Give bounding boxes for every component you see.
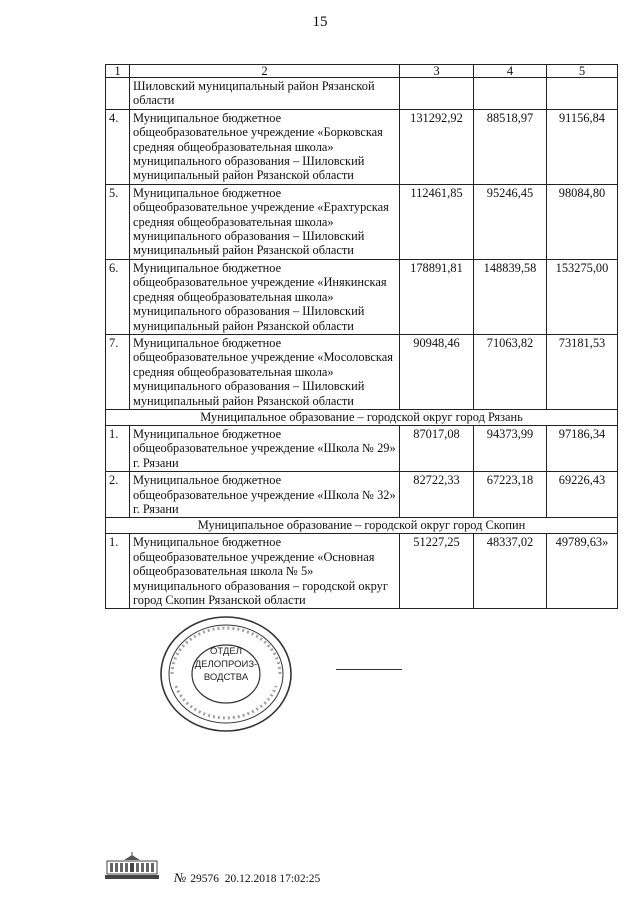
value-col-3: 131292,92: [400, 109, 474, 184]
value-col-3: 82722,33: [400, 472, 474, 518]
table-header-row: [106, 65, 618, 78]
signature-line: [336, 669, 402, 670]
table-row: [106, 259, 618, 334]
header-col-4: 4: [474, 65, 547, 78]
value-col-4: 148839,58: [474, 259, 547, 334]
value-col-5: 91156,84: [547, 109, 618, 184]
table-row: [106, 472, 618, 518]
table-row: [106, 425, 618, 471]
office-seal: [158, 614, 294, 734]
building-logo: [104, 851, 160, 881]
section-header-row: [106, 518, 618, 534]
value-col-5: 97186,34: [547, 425, 618, 471]
section-title-ryazan: Муниципальное образование – городской округ город Рязань: [106, 409, 618, 425]
header-col-2: 2: [130, 65, 400, 78]
building-icon: [104, 851, 160, 881]
header-col-3: 3: [400, 65, 474, 78]
institution-name: Муниципальное бюджетное общеобразовательное учреждение «Борковская средняя общеобразовательная школа» муниципального образования – Шиловский муниципальный район Рязанской области: [130, 109, 400, 184]
value-col-5: 69226,43: [547, 472, 618, 518]
value-col-4: 71063,82: [474, 334, 547, 409]
table-row: [106, 534, 618, 609]
number-sign-icon: №: [174, 870, 187, 885]
header-col-5: 5: [547, 65, 618, 78]
seal-line-1: ОТДЕЛ: [210, 646, 242, 657]
value-col-5: 153275,00: [547, 259, 618, 334]
value-col-4: 88518,97: [474, 109, 547, 184]
value-col-4: 95246,45: [474, 184, 547, 259]
budget-table: [105, 64, 618, 609]
header-col-1: 1: [106, 65, 130, 78]
seal-line-3: ВОДСТВА: [203, 672, 249, 683]
value-col-3: 112461,85: [400, 184, 474, 259]
institution-name: Муниципальное бюджетное общеобразовательное учреждение «Школа № 32» г. Рязани: [130, 472, 400, 518]
section-header-row: [106, 409, 618, 425]
institution-name: Муниципальное бюджетное общеобразовательное учреждение «Школа № 29» г. Рязани: [130, 425, 400, 471]
table-row: [106, 109, 618, 184]
institution-name: Муниципальное бюджетное общеобразовательное учреждение «Основная общеобразовательная школа № 5» муниципального образования – городской округ город Скопин Рязанской области: [130, 534, 400, 609]
row-number: 2.: [106, 472, 130, 518]
seal-line-2: ДЕЛОПРОИЗ-: [194, 659, 258, 670]
table-row: [106, 184, 618, 259]
value-col-3: 87017,08: [400, 425, 474, 471]
institution-name: Муниципальное бюджетное общеобразовательное учреждение «Инякинская средняя общеобразовательная школа» муниципального образования – Шиловский муниципальный район Рязанской области: [130, 259, 400, 334]
institution-name: Муниципальное бюджетное общеобразовательное учреждение «Мосоловская средняя общеобразовательная школа» муниципального образования – Шиловский муниципальный район Рязанской области: [130, 334, 400, 409]
row-number: 6.: [106, 259, 130, 334]
value-col-5: 49789,63»: [547, 534, 618, 609]
row-number: 4.: [106, 109, 130, 184]
institution-name: Муниципальное бюджетное общеобразовательное учреждение «Ерахтурская средняя общеобразовательная школа» муниципального образования – Шиловский муниципальный район Рязанской области: [130, 184, 400, 259]
value-col-4: 94373,99: [474, 425, 547, 471]
value-col-3: 51227,25: [400, 534, 474, 609]
value-col-5: 98084,80: [547, 184, 618, 259]
row-number: 7.: [106, 334, 130, 409]
continuation-cell: Шиловский муниципальный район Рязанской области: [130, 78, 400, 110]
page-number: 15: [312, 14, 328, 30]
value-col-4: 67223,18: [474, 472, 547, 518]
row-number: 5.: [106, 184, 130, 259]
row-number: 1.: [106, 534, 130, 609]
registration-number: 29576: [190, 873, 220, 885]
table-row: [106, 78, 618, 110]
value-col-3: 90948,46: [400, 334, 474, 409]
value-col-5: 73181,53: [547, 334, 618, 409]
section-title-skopin: Муниципальное образование – городской округ город Скопин: [106, 518, 618, 534]
value-col-3: 178891,81: [400, 259, 474, 334]
table-row: [106, 334, 618, 409]
registration-datetime: 20.12.2018 17:02:25: [224, 873, 321, 885]
registration-stamp: [174, 870, 320, 886]
row-number: 1.: [106, 425, 130, 471]
value-col-4: 48337,02: [474, 534, 547, 609]
